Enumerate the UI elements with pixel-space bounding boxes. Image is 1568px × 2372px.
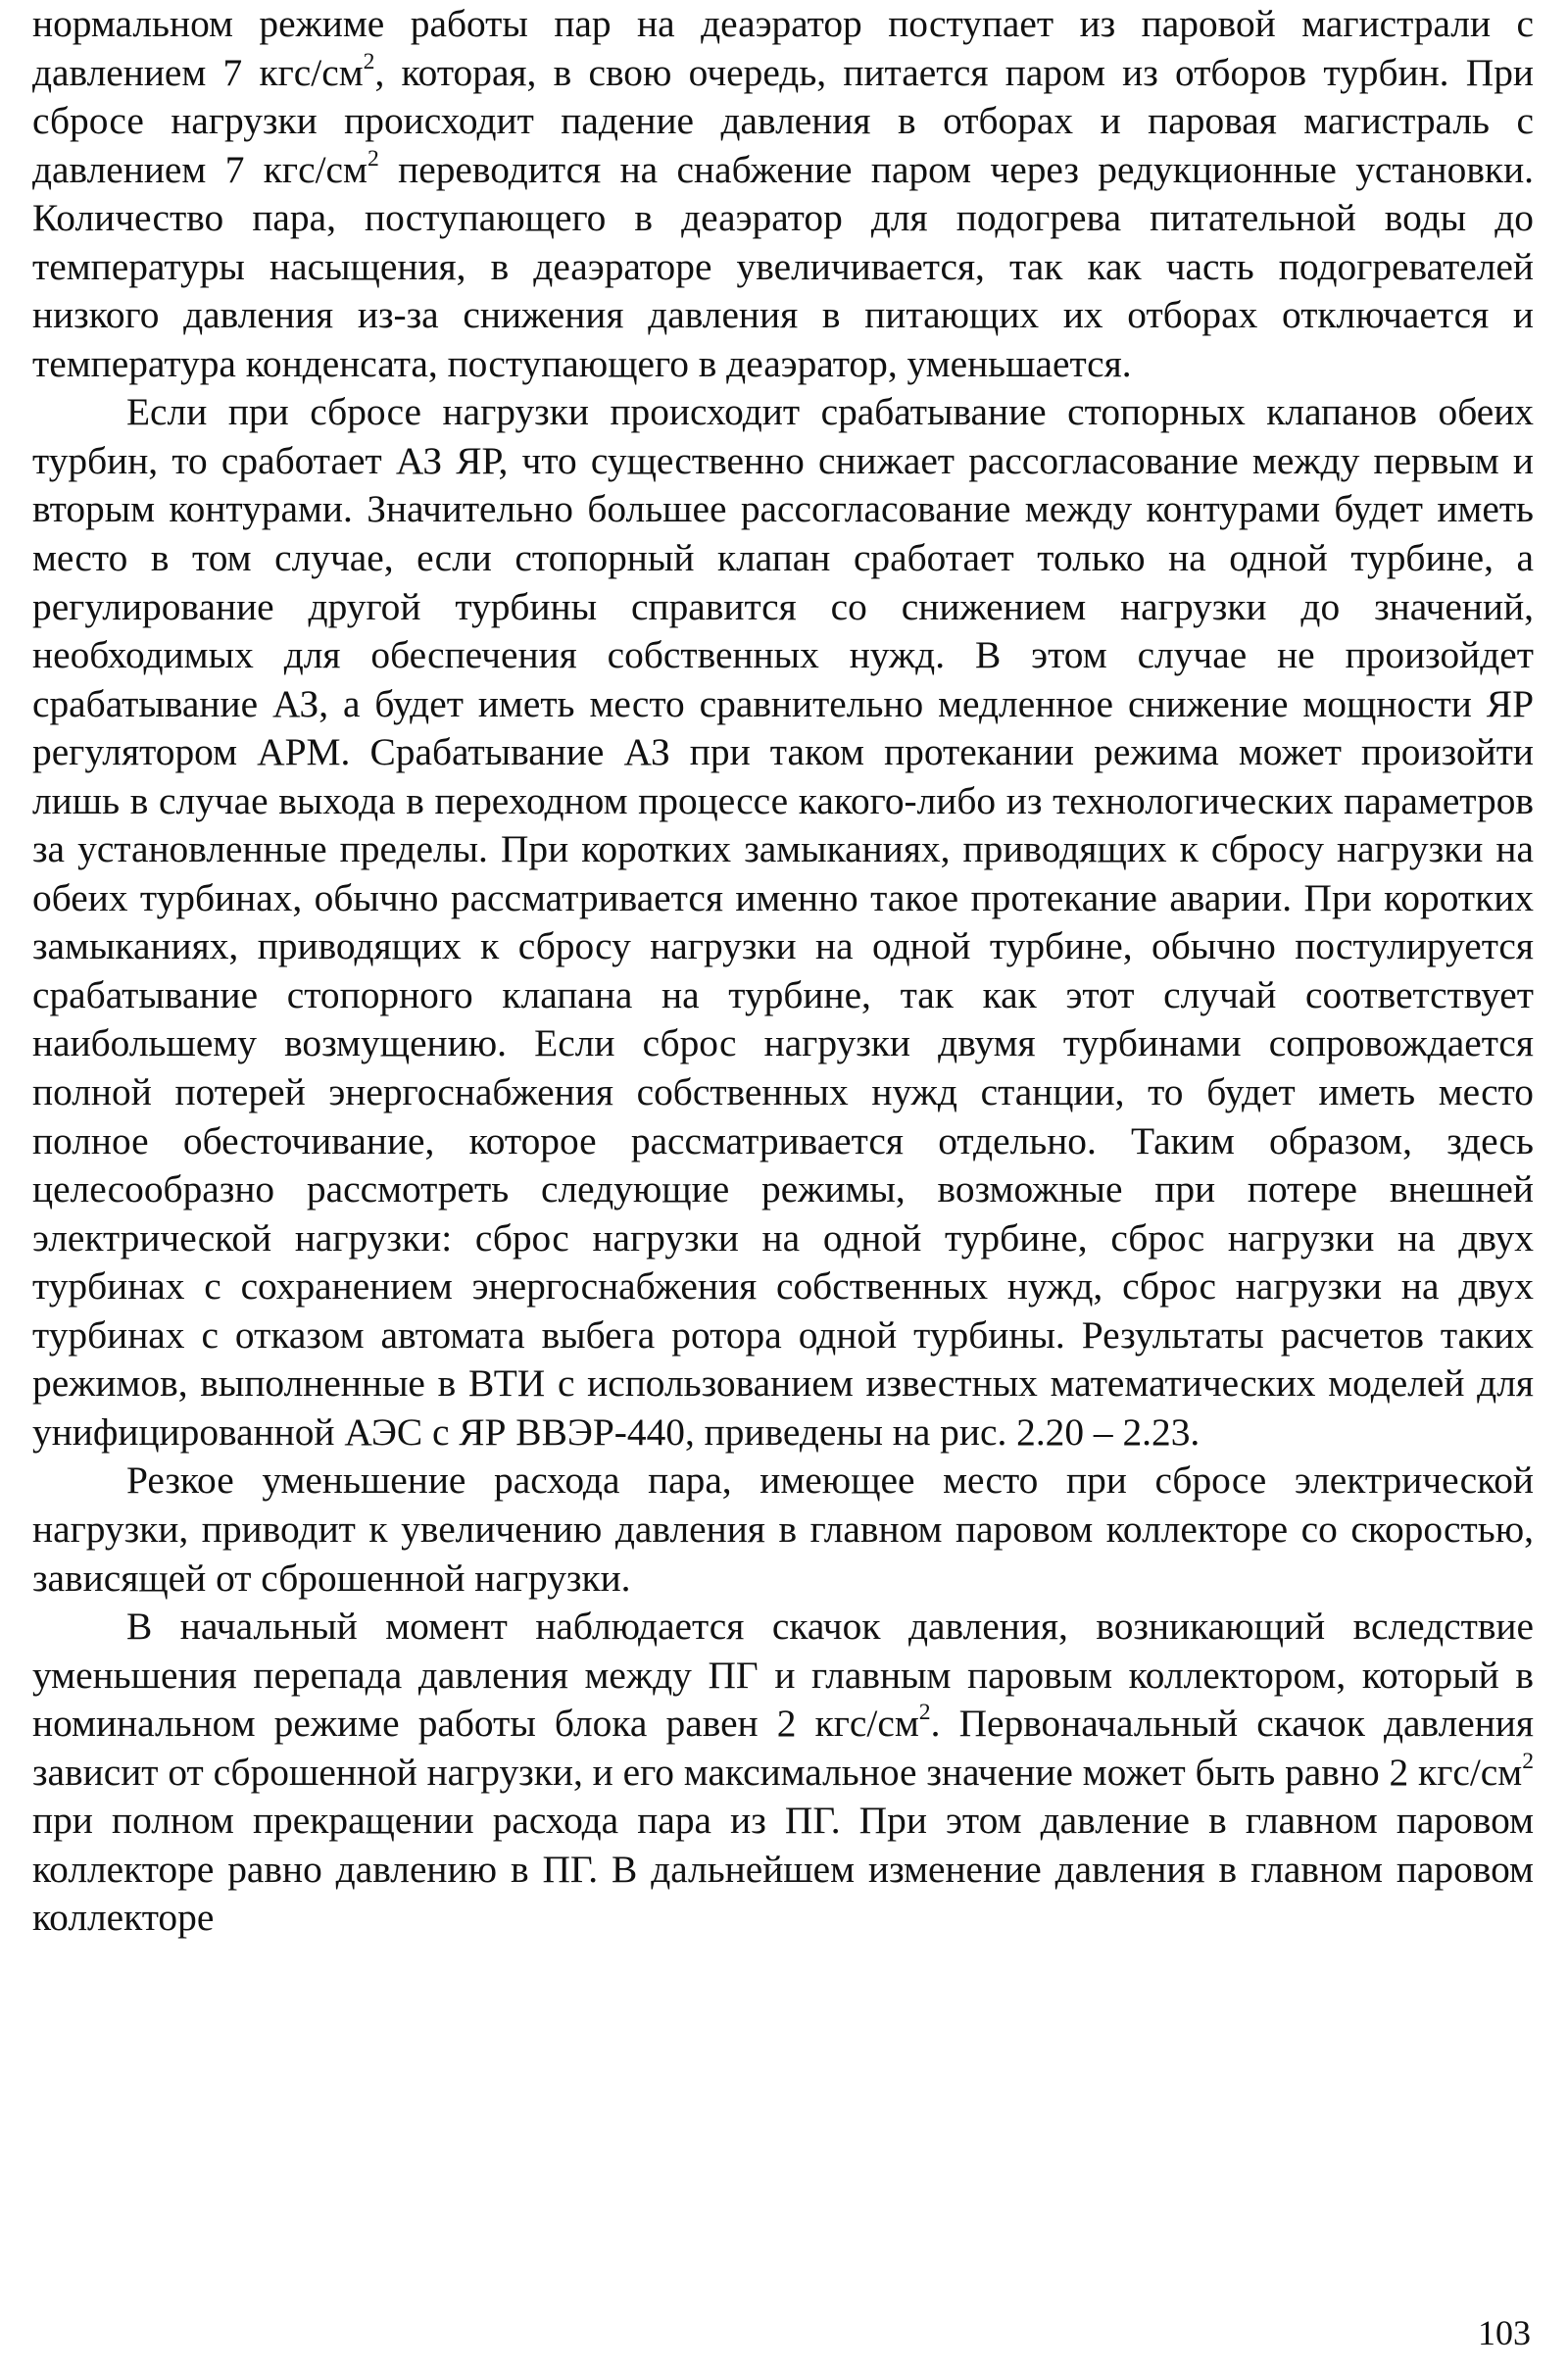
body-text: [32, 0, 1534, 1943]
superscript: 2: [363, 48, 375, 74]
superscript: 2: [1522, 1748, 1534, 1774]
paragraph-3: Резкое уменьшение расхода пара, имеющее место при сбросе электрической нагрузки, приводит к увеличению давления в главном паровом коллекторе со скоростью, зависящей от сброшенной нагрузки.: [32, 1458, 1534, 1600]
superscript: 2: [918, 1700, 931, 1726]
page-number: 103: [1478, 2313, 1531, 2352]
paragraph-1: нормальном режиме работы пар на деаэратор поступает из паровой магистрали с давлением 7 кгс/$см^2$, которая, в свою очередь, питается паром из отборов турбин. При сбросе нагрузки происходит падение давления в отборах и паровая магистраль с давлением 7 кгс/$см^2$ переводится на снабжение паром через редукционные установки. Количество пара, поступающего в деаэратор для подогрева питательной воды до температуры насыщения, в деаэраторе увеличивается, так как часть подогревателей низкого давления из-за снижения давления в питающих их отборах отключается и температура конденсата, поступающего в деаэратор, уменьшается.: [32, 2, 1534, 385]
paragraph-2: Если при сбросе нагрузки происходит срабатывание стопорных клапанов обеих турбин, то сработает АЗ ЯР, что существенно снижает рассогласование между первым и вторым контурами. Значительно большее рассогласование между контурами будет иметь место в том случае, если стопорный клапан сработает только на одной турбине, а регулирование другой турбины справится со снижением нагрузки до значений, необходимых для обеспечения собственных нужд. В этом случае не произойдет срабатывание АЗ, а будет иметь место сравнительно медленное снижение мощности ЯР регулятором АРМ. Срабатывание АЗ при таком протекании режима может произойти лишь в случае выхода в переходном процессе какого-либо из технологических параметров за установленные пределы. При коротких замыканиях, приводящих к сбросу нагрузки на обеих турбинах, обычно рассматривается именно такое протекание аварии. При коротких замыканиях, приводящих к сбросу нагрузки на одной турбине, обычно постулируется срабатывание стопорного клапана на турбине, так как этот случай соответствует наибольшему возмущению. Если сброс нагрузки двумя турбинами сопровождается полной потерей энергоснабжения собственных нужд станции, то будет иметь место полное обесточивание, которое рассматривается отдельно. Таким образом, здесь целесообразно рассмотреть следующие режимы, возможные при потере внешней электрической нагрузки: сброс нагрузки на одной турбине, сброс нагрузки на двух турбинах с сохранением энергоснабжения собственных нужд, сброс нагрузки на двух турбинах с отказом автомата выбега ротора одной турбины. Результаты расчетов таких режимов, выполненные в ВТИ с использованием известных математических моделей для унифицированной АЭС с ЯР ВВЭР-440, приведены на рис. 2.20 – 2.23.: [32, 390, 1534, 1454]
paragraph-4: В начальный момент наблюдается скачок давления, возникающий вследствие уменьшения перепада давления между ПГ и главным паровым коллектором, который в номинальном режиме работы блока равен 2 кгс/$см^2$. Первоначальный скачок давления зависит от сброшенной нагрузки, и его максимальное значение может быть равно 2 кгс/$см^2$ при полном прекращении расхода пара из ПГ. При этом давление в главном паровом коллекторе равно давлению в ПГ. В дальнейшем изменение давления в главном паровом коллекторе: [32, 1605, 1535, 1940]
superscript: 2: [367, 145, 379, 172]
